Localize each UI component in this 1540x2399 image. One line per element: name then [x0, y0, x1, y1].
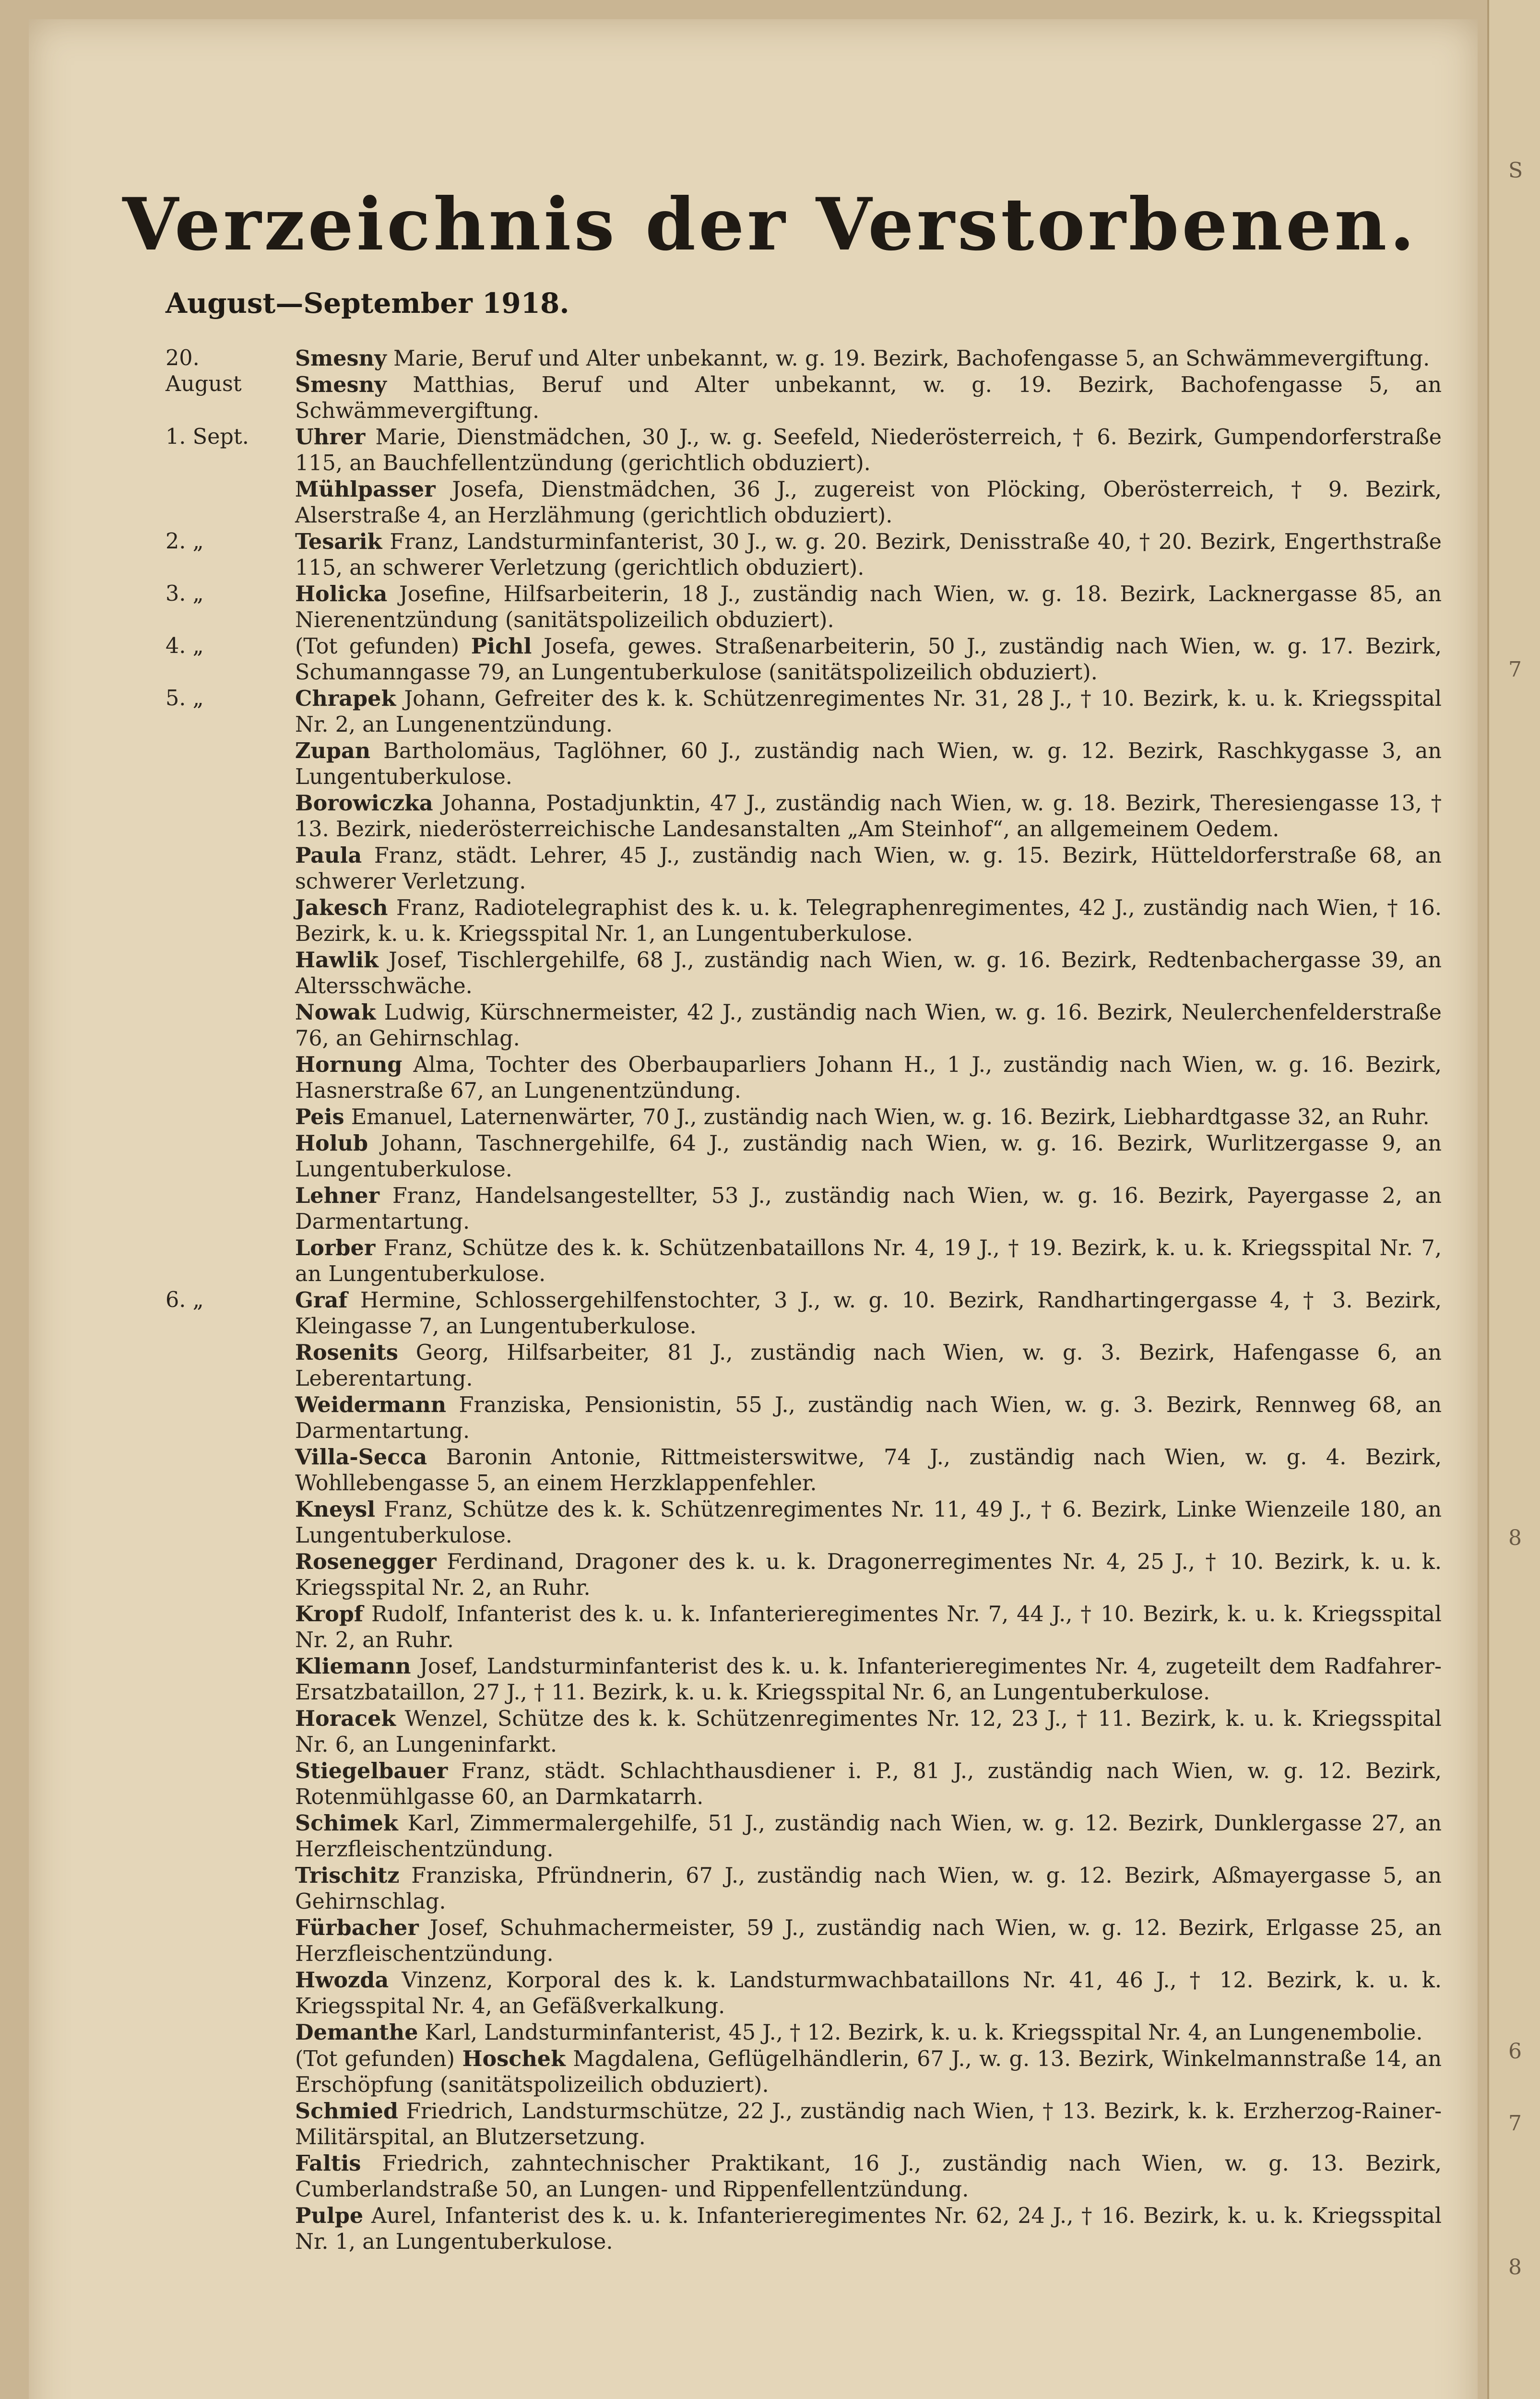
entry-text	[295, 947, 1442, 999]
entry-text	[295, 1653, 1442, 1706]
entry-text	[295, 843, 1442, 895]
entry-details: Matthias, Beruf und Alter unbekannt, w. g. 19. Bezirk, Bachofengasse 5, an Schwämmevergiftung.	[295, 373, 1442, 423]
entry-details: Karl, Zimmermalergehilfe, 51 J., zuständig nach Wien, w. g. 12. Bezirk, Dunklergasse 27, an Herzfleischentzündung.	[295, 1811, 1442, 1862]
register-entry	[166, 1863, 1442, 1915]
register-entry	[166, 1444, 1442, 1496]
entry-prefix: (Tot gefunden)	[295, 634, 471, 659]
register-entry	[166, 2150, 1442, 2203]
entry-text	[295, 345, 1442, 372]
entry-details: Franz, Radiotelegraphist des k. u. k. Telegraphenregimentes, 42 J., zuständig nach Wien, † 16. Bezirk, k. u. k. Kriegsspital Nr. 1, an Lungentuberkulose.	[295, 896, 1442, 946]
entry-text	[295, 1496, 1442, 1549]
entry-text	[295, 1915, 1442, 1967]
deceased-surname: Borowiczka	[295, 791, 433, 816]
register-entry	[166, 999, 1442, 1052]
deceased-surname: Kliemann	[295, 1654, 411, 1679]
deceased-surname: Peis	[295, 1104, 344, 1129]
entry-text	[295, 1104, 1442, 1130]
entry-text	[295, 1287, 1442, 1340]
entry-details: Georg, Hilfsarbeiter, 81 J., zuständig nach Wien, w. g. 3. Bezirk, Hafengasse 6, an Leberentartung.	[295, 1341, 1442, 1391]
register-entry	[166, 2098, 1442, 2150]
entry-details: Wenzel, Schütze des k. k. Schützenregimentes Nr. 12, 23 J., † 11. Bezirk, k. u. k. Kriegsspital Nr. 6, an Lungeninfarkt.	[295, 1707, 1442, 1757]
deceased-surname: Schimek	[295, 1811, 398, 1836]
register-entry	[166, 1496, 1442, 1549]
deceased-surname: Pulpe	[295, 2203, 364, 2228]
deceased-surname: Stiegelbauer	[295, 1758, 448, 1783]
entry-details: Franz, Landsturminfanterist, 30 J., w. g. 20. Bezirk, Denisstraße 40, † 20. Bezirk, Engerthstraße 115, an schwerer Verletzung (gerichtlich obduziert).	[295, 530, 1442, 580]
entry-text	[295, 1706, 1442, 1758]
deceased-surname: Chrapek	[295, 686, 396, 711]
register-entry	[166, 1653, 1442, 1706]
entry-text	[295, 686, 1442, 738]
register-entry	[166, 843, 1442, 895]
entry-text	[295, 2046, 1442, 2098]
entry-date: 6. „	[166, 1288, 204, 1312]
deceased-surname: Holicka	[295, 582, 388, 606]
register-entry	[166, 1967, 1442, 2019]
deceased-surname: Rosenits	[295, 1340, 398, 1365]
entry-details: Josefine, Hilfsarbeiterin, 18 J., zuständig nach Wien, w. g. 18. Bezirk, Lacknergasse 85, an Nierenentzündung (sanitätspolizeilich obduziert).	[295, 582, 1442, 632]
margin-mark: 7	[1508, 2111, 1522, 2136]
entry-date: 5. „	[166, 686, 204, 711]
deceased-surname: Weidermann	[295, 1392, 447, 1417]
entry-text	[295, 1340, 1442, 1392]
entry-text	[295, 476, 1442, 529]
page-title: Verzeichnis der Verstorbenen.	[122, 182, 1418, 267]
register-entry	[166, 1235, 1442, 1287]
period-heading: August—September 1918.	[166, 287, 569, 320]
register-entry	[166, 895, 1442, 947]
margin-mark: 6	[1508, 2039, 1522, 2064]
entry-details: Josefa, Dienstmädchen, 36 J., zugereist von Plöcking, Oberösterreich, † 9. Bezirk, Alserstraße 4, an Herzlähmung (gerichtlich obduziert).	[295, 477, 1442, 528]
entry-text	[295, 1967, 1442, 2019]
deceased-surname: Fürbacher	[295, 1915, 419, 1940]
entry-text	[295, 424, 1442, 476]
entry-text	[295, 738, 1442, 790]
entry-details: Josefa, gewes. Straßenarbeiterin, 50 J., zuständig nach Wien, w. g. 17. Bezirk, Schumanngasse 79, an Lungentuberkulose (sanitätspolizeilich obduziert).	[295, 634, 1442, 685]
entry-details: Franz, städt. Schlachthausdiener i. P., 81 J., zuständig nach Wien, w. g. 12. Bezirk, Rotenmühlgasse 60, an Darmkatarrh.	[295, 1759, 1442, 1809]
entry-details: Franziska, Pensionistin, 55 J., zuständig nach Wien, w. g. 3. Bezirk, Rennweg 68, an Darmentartung.	[295, 1393, 1442, 1443]
deceased-surname: Kropf	[295, 1602, 364, 1627]
register-entry	[166, 1287, 1442, 1340]
deceased-surname: Mühlpasser	[295, 477, 436, 502]
entry-details: Magdalena, Geflügelhändlerin, 67 J., w. g. 13. Bezirk, Winkelmannstraße 14, an Erschöpfung (sanitätspolizeilich obduziert).	[295, 2047, 1442, 2097]
deceased-surname: Zupan	[295, 738, 371, 763]
entry-text	[295, 2098, 1442, 2150]
deceased-surname: Hoschek	[462, 2046, 566, 2071]
entry-details: Alma, Tochter des Oberbauparliers Johann H., 1 J., zuständig nach Wien, w. g. 16. Bezirk, Hasnerstraße 67, an Lungenentzündung.	[295, 1053, 1442, 1103]
margin-mark: 7	[1508, 657, 1522, 682]
entry-text	[295, 1810, 1442, 1863]
entry-details: Baronin Antonie, Rittmeisterswitwe, 74 J., zuständig nach Wien, w. g. 4. Bezirk, Wohllebengasse 5, an einem Herzklappenfehler.	[295, 1445, 1442, 1496]
margin-mark: 8	[1508, 1526, 1522, 1550]
deceased-surname: Jakesch	[295, 895, 388, 920]
entry-details: Josef, Schuhmachermeister, 59 J., zuständig nach Wien, w. g. 12. Bezirk, Erlgasse 25, an Herzfleischentzündung.	[295, 1916, 1442, 1966]
entry-details: Josef, Landsturminfanterist des k. u. k. Infanterieregimentes Nr. 4, zugeteilt dem Radfahrer-Ersatzbataillon, 27 J., † 11. Bezirk, k. u. k. Kriegsspital Nr. 6, an Lungentuberkulose.	[295, 1654, 1442, 1705]
deceased-surname: Rosenegger	[295, 1549, 437, 1574]
deceased-surname: Hwozda	[295, 1968, 389, 1993]
entry-details: Johann, Gefreiter des k. k. Schützenregimentes Nr. 31, 28 J., † 10. Bezirk, k. u. k. Kriegsspital Nr. 2, an Lungenentzündung.	[295, 687, 1442, 737]
entry-text	[295, 1130, 1442, 1183]
register-entry	[166, 529, 1442, 581]
entry-text	[295, 633, 1442, 686]
entry-details: Friedrich, zahntechnischer Praktikant, 16 J., zuständig nach Wien, w. g. 13. Bezirk, Cumberlandstraße 50, an Lungen- und Rippenfellentzündung.	[295, 2151, 1442, 2202]
entry-details: Vinzenz, Korporal des k. k. Landsturmwachbataillons Nr. 41, 46 J., † 12. Bezirk, k. u. k. Kriegsspital Nr. 4, an Gefäßverkalkung.	[295, 1968, 1442, 2019]
deceased-surname: Trischitz	[295, 1863, 400, 1888]
entry-details: Franziska, Pfründnerin, 67 J., zuständig nach Wien, w. g. 12. Bezirk, Aßmayergasse 5, an Gehirnschlag.	[295, 1864, 1442, 1914]
register-entry	[166, 2046, 1442, 2098]
deceased-surname: Schmied	[295, 2099, 399, 2124]
entry-details: Emanuel, Laternenwärter, 70 J., zuständig nach Wien, w. g. 16. Bezirk, Liebhardtgasse 32, an Ruhr.	[344, 1105, 1430, 1129]
register-entry	[166, 686, 1442, 738]
register-entry	[166, 424, 1442, 476]
entry-text	[295, 1863, 1442, 1915]
register-entry	[166, 1915, 1442, 1967]
entry-details: Johann, Taschnergehilfe, 64 J., zuständig nach Wien, w. g. 16. Bezirk, Wurlitzergasse 9, an Lungentuberkulose.	[295, 1131, 1442, 1182]
register-entry	[166, 1104, 1442, 1130]
deceased-surname: Tesarik	[295, 529, 382, 554]
deceased-surname: Horacek	[295, 1706, 396, 1731]
register-entry	[166, 947, 1442, 999]
register-entry	[166, 345, 1442, 396]
deceased-surname: Lorber	[295, 1235, 376, 1260]
entry-date: 2. „	[166, 529, 204, 554]
entry-date: 20. August	[166, 346, 242, 396]
register-entry	[166, 581, 1442, 633]
register-entry	[166, 738, 1442, 790]
deceased-surname: Smesny	[295, 372, 387, 397]
entry-text	[295, 1444, 1442, 1496]
entry-details: Franz, Handelsangestellter, 53 J., zuständig nach Wien, w. g. 16. Bezirk, Payergasse 2, an Darmentartung.	[295, 1184, 1442, 1234]
deceased-surname: Faltis	[295, 2151, 361, 2176]
register-entry	[166, 1183, 1442, 1235]
deceased-surname: Holub	[295, 1131, 368, 1156]
deceased-surname: Hornung	[295, 1052, 403, 1077]
deceased-surname: Demanthe	[295, 2020, 418, 2045]
entry-text	[295, 999, 1442, 1052]
deceased-surname: Nowak	[295, 1000, 376, 1025]
register-entry	[166, 1340, 1442, 1392]
entry-details: Aurel, Infanterist des k. u. k. Infanterieregimentes Nr. 62, 24 J., † 16. Bezirk, k. u. k. Kriegsspital Nr. 1, an Lungentuberkulose.	[295, 2204, 1442, 2254]
deceased-surname: Kneysl	[295, 1497, 376, 1522]
entry-text	[295, 1183, 1442, 1235]
entry-details: Ludwig, Kürschnermeister, 42 J., zuständig nach Wien, w. g. 16. Bezirk, Neulerchenfelderstraße 76, an Gehirnschlag.	[295, 1000, 1442, 1051]
register-entry	[166, 372, 1442, 424]
register-entry	[166, 476, 1442, 529]
entry-date: 4. „	[166, 634, 204, 658]
entry-details: Johanna, Postadjunktin, 47 J., zuständig nach Wien, w. g. 18. Bezirk, Theresiengasse 13, † 13. Bezirk, niederösterreichische Landesanstalten „Am Steinhof“, an allgemeinem Oedem.	[295, 791, 1442, 842]
deceased-surname: Smesny	[295, 346, 387, 371]
entry-prefix: (Tot gefunden)	[295, 2047, 462, 2071]
adjacent-page-marks	[1508, 0, 1537, 2399]
entry-details: Franz, Schütze des k. k. Schützenregimentes Nr. 11, 49 J., † 6. Bezirk, Linke Wienzeile 180, an Lungentuberkulose.	[295, 1497, 1442, 1548]
entry-text	[295, 529, 1442, 581]
deceased-surname: Hawlik	[295, 948, 379, 973]
deceased-surname: Uhrer	[295, 425, 366, 450]
entry-text	[295, 581, 1442, 633]
entry-details: Friedrich, Landsturmschütze, 22 J., zuständig nach Wien, † 13. Bezirk, k. k. Erzherzog-Rainer-Militärspital, an Blutzersetzung.	[295, 2099, 1442, 2150]
entry-details: Rudolf, Infanterist des k. u. k. Infanterieregimentes Nr. 7, 44 J., † 10. Bezirk, k. u. k. Kriegsspital Nr. 2, an Ruhr.	[295, 1602, 1442, 1652]
entry-text	[295, 895, 1442, 947]
entry-details: Hermine, Schlossergehilfenstochter, 3 J., w. g. 10. Bezirk, Randhartingergasse 4, † 3. Bezirk, Kleingasse 7, an Lungentuberkulose.	[295, 1288, 1442, 1339]
adjacent-page-edge	[1487, 0, 1540, 2399]
deceased-surname: Paula	[295, 843, 362, 868]
register-entry	[166, 790, 1442, 843]
entry-text	[295, 1052, 1442, 1104]
deceased-register-list	[166, 345, 1442, 2255]
register-entry	[166, 2203, 1442, 2255]
entry-text	[295, 2203, 1442, 2255]
entry-text	[295, 790, 1442, 843]
entry-details: Ferdinand, Dragoner des k. u. k. Dragonerregimentes Nr. 4, 25 J., † 10. Bezirk, k. u. k. Kriegsspital Nr. 2, an Ruhr.	[295, 1550, 1442, 1600]
entry-details: Marie, Dienstmädchen, 30 J., w. g. Seefeld, Niederösterreich, † 6. Bezirk, Gumpendorferstraße 115, an Bauchfellentzündung (gerichtlich obduziert).	[295, 425, 1442, 475]
entry-text	[295, 1392, 1442, 1444]
entry-details: Josef, Tischlergehilfe, 68 J., zuständig nach Wien, w. g. 16. Bezirk, Redtenbachergasse 39, an Altersschwäche.	[295, 948, 1442, 998]
margin-mark: 8	[1508, 2255, 1522, 2280]
entry-text	[295, 1549, 1442, 1601]
register-entry	[166, 1601, 1442, 1653]
register-entry	[166, 1130, 1442, 1183]
register-entry	[166, 1758, 1442, 1810]
entry-text	[295, 1235, 1442, 1287]
entry-text	[295, 1601, 1442, 1653]
register-entry	[166, 2019, 1442, 2046]
deceased-surname: Graf	[295, 1288, 348, 1313]
deceased-surname: Lehner	[295, 1183, 380, 1208]
entry-details: Franz, städt. Lehrer, 45 J., zuständig nach Wien, w. g. 15. Bezirk, Hütteldorferstraße 68, an schwerer Verletzung.	[295, 843, 1442, 894]
entry-details: Karl, Landsturminfanterist, 45 J., † 12. Bezirk, k. u. k. Kriegsspital Nr. 4, an Lungenembolie.	[418, 2020, 1423, 2045]
entry-text	[295, 372, 1442, 424]
register-entry	[166, 1052, 1442, 1104]
deceased-surname: Pichl	[471, 634, 532, 659]
margin-mark: S	[1508, 158, 1523, 183]
entry-text	[295, 2019, 1442, 2046]
entry-text	[295, 2150, 1442, 2203]
entry-date: 3. „	[166, 582, 204, 606]
register-entry	[166, 1706, 1442, 1758]
register-entry	[166, 1392, 1442, 1444]
entry-details: Franz, Schütze des k. k. Schützenbataillons Nr. 4, 19 J., † 19. Bezirk, k. u. k. Kriegsspital Nr. 7, an Lungentuberkulose.	[295, 1236, 1442, 1286]
deceased-surname: Villa-Secca	[295, 1445, 427, 1470]
entry-details: Marie, Beruf und Alter unbekannt, w. g. 19. Bezirk, Bachofengasse 5, an Schwämmevergiftung.	[386, 346, 1430, 371]
register-entry	[166, 1810, 1442, 1863]
entry-text	[295, 1758, 1442, 1810]
register-entry	[166, 633, 1442, 686]
register-entry	[166, 1549, 1442, 1601]
entry-details: Bartholomäus, Taglöhner, 60 J., zuständig nach Wien, w. g. 12. Bezirk, Raschkygasse 3, an Lungentuberkulose.	[295, 739, 1442, 789]
entry-date: 1. Sept.	[166, 425, 249, 449]
